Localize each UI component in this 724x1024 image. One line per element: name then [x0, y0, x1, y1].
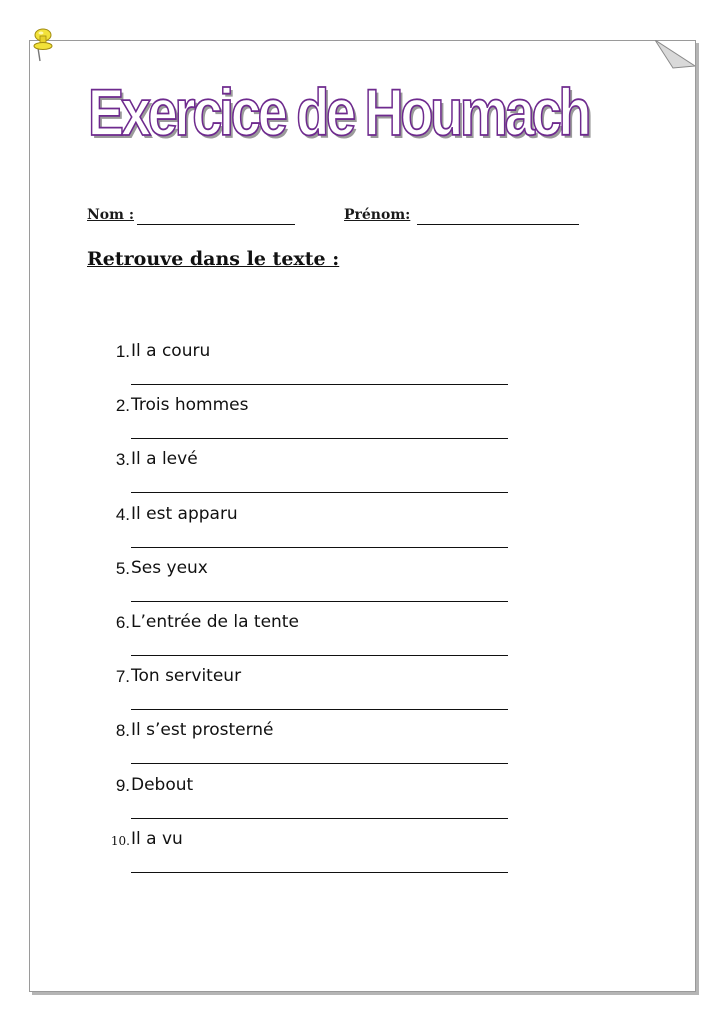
- nom-input-line[interactable]: [137, 224, 295, 225]
- item-number: 10.: [110, 833, 130, 848]
- list-item: [100, 774, 520, 828]
- list-item: [100, 394, 520, 448]
- item-number: 7.: [115, 667, 130, 687]
- answer-line[interactable]: [131, 547, 508, 548]
- list-item: [100, 665, 520, 719]
- answer-line[interactable]: [131, 818, 508, 819]
- item-number: 3.: [115, 450, 130, 470]
- item-text: Il a couru: [131, 341, 211, 361]
- item-text: Il s’est prosterné: [131, 720, 274, 741]
- item-text: Trois hommes: [131, 395, 249, 416]
- page-fold-corner: [655, 40, 695, 80]
- word-list: [100, 340, 520, 882]
- exercise-heading: Retrouve dans le texte :: [87, 248, 340, 270]
- item-text: Il a vu: [131, 828, 183, 849]
- item-text: L’entrée de la tente: [131, 611, 299, 632]
- list-item: [100, 611, 520, 665]
- page-title: Exercice de Houmach: [88, 75, 589, 149]
- answer-line[interactable]: [131, 438, 508, 439]
- pushpin-icon: [30, 28, 56, 62]
- answer-line[interactable]: [131, 872, 508, 873]
- item-number: 5.: [115, 558, 130, 578]
- item-number: 1.: [115, 342, 130, 361]
- answer-line[interactable]: [131, 601, 508, 602]
- list-item: [100, 503, 520, 557]
- item-number: 6.: [115, 612, 130, 632]
- list-item: [100, 719, 520, 773]
- item-number: 4.: [115, 504, 130, 524]
- list-item: [100, 340, 520, 394]
- item-text: Il a levé: [131, 449, 198, 470]
- prenom-input-line[interactable]: [417, 224, 579, 225]
- prenom-label: Prénom:: [344, 207, 411, 223]
- item-number: 8.: [115, 721, 130, 741]
- item-number: 2.: [115, 396, 130, 416]
- answer-line[interactable]: [131, 384, 508, 385]
- list-item: [100, 557, 520, 611]
- answer-line[interactable]: [131, 709, 508, 710]
- item-text: Ton serviteur: [131, 666, 242, 687]
- answer-line[interactable]: [131, 492, 508, 493]
- answer-line[interactable]: [131, 655, 508, 656]
- list-item: [100, 448, 520, 502]
- nom-label: Nom :: [87, 207, 134, 223]
- answer-line[interactable]: [131, 763, 508, 764]
- item-number: 9.: [115, 775, 130, 795]
- list-item: [100, 828, 520, 882]
- name-fields: [87, 207, 607, 229]
- item-text: Ses yeux: [131, 557, 208, 578]
- item-text: Il est apparu: [131, 503, 238, 524]
- item-text: Debout: [131, 774, 194, 795]
